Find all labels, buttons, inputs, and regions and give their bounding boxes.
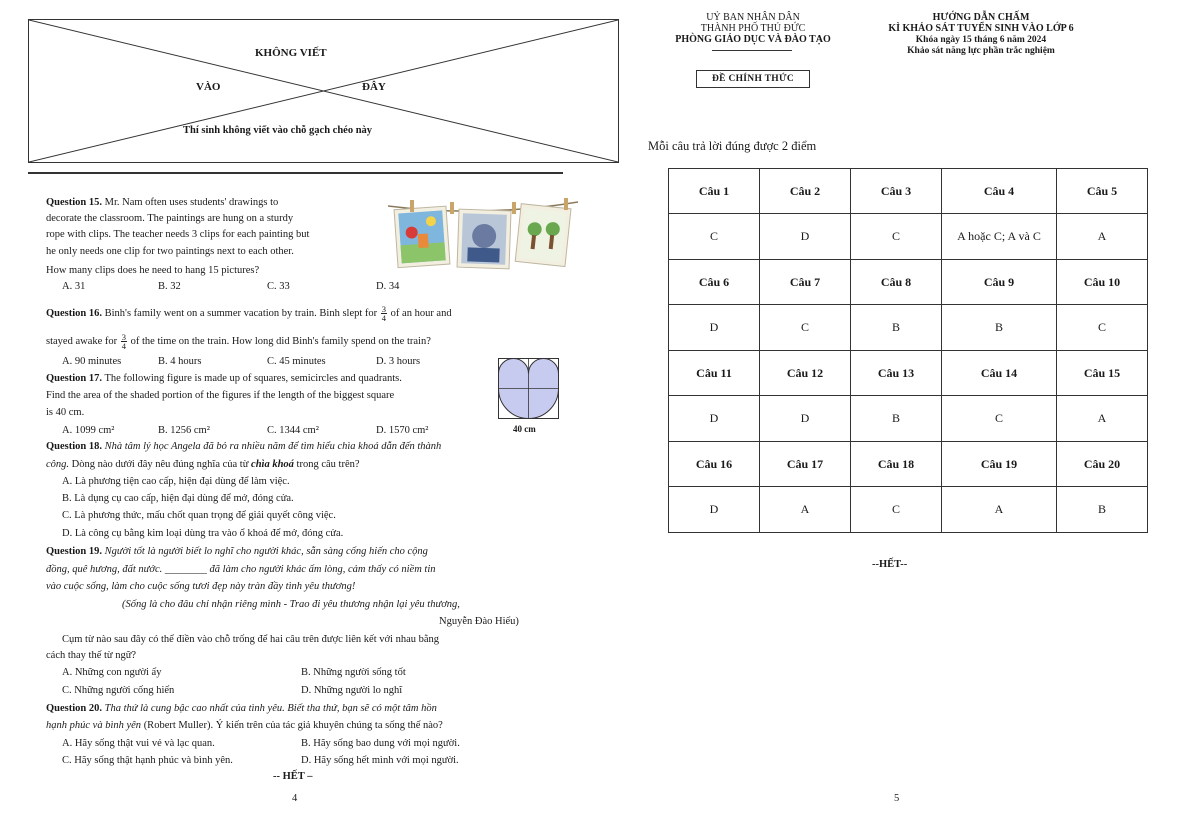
paintings-illustration xyxy=(388,192,578,282)
answer-cell: B xyxy=(851,305,942,351)
q18-option-c: C. Là phương thức, mấu chốt quan trọng để giải quyết công việc. xyxy=(62,510,336,521)
header-cell: Câu 20 xyxy=(1057,442,1148,487)
answer-row xyxy=(669,396,1148,442)
header-cell: Câu 16 xyxy=(669,442,760,487)
q19-source1: (Sống là cho đâu chỉ nhận riêng mình - Trao đi yêu thương nhận lại yêu thương, xyxy=(122,599,460,610)
q18-text-2a: công. xyxy=(46,459,70,470)
answer-cell: C xyxy=(1057,305,1148,351)
header-right-line2: KÌ KHẢO SÁT TUYỂN SINH VÀO LỚP 6 xyxy=(888,23,1074,34)
q20-label: Question 20. xyxy=(46,703,103,714)
q16-option-d: D. 3 hours xyxy=(376,356,421,367)
q20-line1 xyxy=(46,702,437,715)
q15-option-d: D. 34 xyxy=(376,281,400,292)
q17-line1 xyxy=(46,372,402,385)
header-cell: Câu 9 xyxy=(942,260,1057,305)
q20-option-b: B. Hãy sống bao dung với mọi người. xyxy=(301,738,460,749)
header-right-line3: Khóa ngày 15 tháng 6 năm 2024 xyxy=(915,35,1047,45)
q17-option-b: B. 1256 cm² xyxy=(158,425,210,436)
answer-cell: A xyxy=(760,487,851,533)
official-stamp: ĐỀ CHÍNH THỨC xyxy=(696,70,810,88)
q16-text-b: of an hour and xyxy=(390,307,452,319)
q19-option-b: B. Những người sống tốt xyxy=(301,667,406,678)
header-right-line4: Khảo sát năng lực phần trắc nghiệm xyxy=(907,46,1055,56)
q19-label: Question 19. xyxy=(46,546,103,557)
q18-line1 xyxy=(46,440,441,453)
frac2-num: 3 xyxy=(121,332,127,342)
header-right xyxy=(860,12,1102,57)
q18-option-d: D. Là công cụ bằng kim loại dùng tra vào ổ khoá để mở, đóng cửa. xyxy=(62,528,344,539)
frac2-den: 4 xyxy=(121,341,127,351)
header-row xyxy=(669,169,1148,214)
q15-text-1: Mr. Nam often uses students' drawings to xyxy=(104,197,279,208)
q16-fraction-2 xyxy=(121,333,127,350)
header-cell: Câu 3 xyxy=(851,169,942,214)
cross-lines xyxy=(29,20,618,162)
answer-cell: A xyxy=(942,487,1057,533)
left-end-marker: -- HẾT – xyxy=(273,771,313,782)
header-left xyxy=(648,12,858,46)
left-page-number: 4 xyxy=(292,793,298,804)
answer-cell: C xyxy=(942,396,1057,442)
header-left-line1: UỶ BAN NHÂN DÂN xyxy=(706,12,800,23)
answer-cell: C xyxy=(760,305,851,351)
scoring-note: Mỗi câu trả lời đúng được 2 điểm xyxy=(648,139,817,153)
q19-option-c: C. Những người cống hiến xyxy=(62,685,175,696)
answer-row xyxy=(669,214,1148,260)
q16-text-a: Binh's family went on a summer vacation by train. Binh slept for xyxy=(104,307,378,319)
q17-option-c: C. 1344 cm² xyxy=(267,425,319,436)
q19-blank: ________ xyxy=(164,564,207,575)
header-cell: Câu 2 xyxy=(760,169,851,214)
q17-line2: Find the area of the shaded portion of the figures if the length of the biggest square xyxy=(46,390,395,401)
q18-text-1: Nhà tâm lý học Angela đã bỏ ra nhiều năm để tìm hiểu chìa khoá dẫn đến thành xyxy=(104,441,442,452)
header-cell: Câu 18 xyxy=(851,442,942,487)
q15-line4: he only needs one clip for two paintings next to each other. xyxy=(46,246,294,257)
shaded-figure xyxy=(498,358,562,422)
answer-row xyxy=(669,487,1148,533)
header-cell: Câu 4 xyxy=(942,169,1057,214)
q16-option-b: B. 4 hours xyxy=(158,356,202,367)
header-cell: Câu 10 xyxy=(1057,260,1148,305)
q20-option-c: C. Hãy sống thật hạnh phúc và bình yên. xyxy=(62,755,233,766)
q19-option-a: A. Những con người ấy xyxy=(62,667,162,678)
answer-cell: D xyxy=(760,214,851,260)
box-text-vao: VÀO xyxy=(196,81,221,93)
q19-line2 xyxy=(46,563,436,576)
q16-text-c: stayed awake for xyxy=(46,335,118,347)
answer-cell: A xyxy=(1057,214,1148,260)
header-cell: Câu 6 xyxy=(669,260,760,305)
q20-option-a: A. Hãy sống thật vui vẻ và lạc quan. xyxy=(62,738,215,749)
q18-line2 xyxy=(46,458,360,471)
figure-label: 40 cm xyxy=(513,424,536,434)
header-cell: Câu 7 xyxy=(760,260,851,305)
header-cell: Câu 15 xyxy=(1057,351,1148,396)
answer-cell: D xyxy=(669,487,760,533)
q20-text-1: Tha thứ là cung bậc cao nhất của tình yêu. Biết tha thứ, bạn sẽ có một tâm hồn xyxy=(104,703,437,714)
header-cell: Câu 17 xyxy=(760,442,851,487)
q17-option-a: A. 1099 cm² xyxy=(62,425,115,436)
q15-line1 xyxy=(46,196,278,209)
header-cell: Câu 12 xyxy=(760,351,851,396)
header-row xyxy=(669,351,1148,396)
q19-ask2: cách thay thế từ ngữ? xyxy=(46,650,137,661)
header-left-rule xyxy=(712,50,792,51)
answer-cell: B xyxy=(942,305,1057,351)
box-text-line1: KHÔNG VIẾT xyxy=(255,47,327,59)
header-cell: Câu 13 xyxy=(851,351,942,396)
q18-keyword: chìa khoá xyxy=(251,459,294,470)
q16-label: Question 16. xyxy=(46,307,103,319)
answer-cell: B xyxy=(1057,487,1148,533)
header-left-line2: THÀNH PHỐ THỦ ĐỨC xyxy=(700,23,806,34)
q19-text-1: Người tốt là người biết lo nghĩ cho người khác, sẵn sàng cống hiến cho cộng xyxy=(104,546,428,557)
box-text-day: ĐÂY xyxy=(362,81,386,93)
q16-text-d: of the time on the train. How long did Binh's family spend on the train? xyxy=(130,335,431,347)
q18-option-a: A. Là phương tiện cao cấp, hiện đại dùng để làm việc. xyxy=(62,476,290,487)
answer-cell: D xyxy=(669,396,760,442)
q15-option-b: B. 32 xyxy=(158,281,181,292)
q16-line2 xyxy=(46,333,431,350)
header-right-line1: HƯỚNG DẪN CHẤM xyxy=(932,12,1030,23)
q20-text-2b: (Robert Muller). Ý kiến trên của tác giả khuyên chúng ta sống thế nào? xyxy=(143,720,443,731)
header-row xyxy=(669,442,1148,487)
header-cell: Câu 5 xyxy=(1057,169,1148,214)
separator-rule xyxy=(28,172,563,174)
q17-option-d: D. 1570 cm² xyxy=(376,425,429,436)
q20-line2 xyxy=(46,719,443,732)
q19-line1 xyxy=(46,545,428,558)
q19-source2: Nguyễn Đào Hiếu) xyxy=(439,616,519,627)
box-note: Thí sinh không viết vào chỗ gạch chéo này xyxy=(183,125,373,136)
answer-cell: A xyxy=(1057,396,1148,442)
q18-option-b: B. Là dụng cụ cao cấp, hiện đại dùng để mở, đóng cửa. xyxy=(62,493,294,504)
q18-label: Question 18. xyxy=(46,441,103,452)
header-cell: Câu 11 xyxy=(669,351,760,396)
q17-line3: is 40 cm. xyxy=(46,407,85,418)
header-cell: Câu 14 xyxy=(942,351,1057,396)
q15-option-a: A. 31 xyxy=(62,281,86,292)
answer-cell: A hoặc C; A và C xyxy=(942,214,1057,260)
q15-line3: rope with clips. The teacher needs 3 clips for each painting but xyxy=(46,229,310,240)
q18-text-2b: Dòng nào dưới đây nêu đúng nghĩa của từ xyxy=(71,459,249,470)
answer-row xyxy=(669,305,1148,351)
header-cell: Câu 1 xyxy=(669,169,760,214)
q18-text-2d: trong câu trên? xyxy=(296,459,360,470)
answer-cell: D xyxy=(760,396,851,442)
q17-label: Question 17. xyxy=(46,373,103,384)
q19-line3: vào cuộc sống, làm cho cuộc sống tươi đẹp này tràn đầy tình yêu thương! xyxy=(46,581,356,592)
header-row xyxy=(669,260,1148,305)
q15-line2: decorate the classroom. The paintings are hung on a sturdy xyxy=(46,213,294,224)
q15-line5: How many clips does he need to hang 15 pictures? xyxy=(46,265,260,276)
q19-ask1: Cụm từ nào sau đây có thể điền vào chỗ trống để hai câu trên được liên kết với nhau bằng xyxy=(62,634,440,645)
q16-option-a: A. 90 minutes xyxy=(62,356,122,367)
q19-option-d: D. Những người lo nghĩ xyxy=(301,685,403,696)
answer-cell: C xyxy=(851,214,942,260)
q15-option-c: C. 33 xyxy=(267,281,290,292)
header-cell: Câu 8 xyxy=(851,260,942,305)
frac1-num: 3 xyxy=(381,304,387,314)
answer-key-table xyxy=(668,168,1148,533)
q16-line1 xyxy=(46,305,452,322)
header-left-line3: PHÒNG GIÁO DỤC VÀ ĐÀO TẠO xyxy=(675,34,831,45)
q20-text-2a: hạnh phúc và bình yên xyxy=(46,720,142,731)
q19-text-2a: đồng, quê hương, đất nước. xyxy=(46,564,163,575)
q16-fraction-1 xyxy=(381,305,387,322)
header-cell: Câu 19 xyxy=(942,442,1057,487)
q17-text-1: The following figure is made up of squares, semicircles and quadrants. xyxy=(104,373,402,384)
right-page-number: 5 xyxy=(894,793,900,804)
answer-cell: C xyxy=(669,214,760,260)
q20-option-d: D. Hãy sống hết mình với mọi người. xyxy=(301,755,459,766)
q19-text-2b: đã làm cho người khác ấm lòng, cảm thấy có niềm tin xyxy=(209,564,436,575)
frac1-den: 4 xyxy=(381,313,387,323)
q16-option-c: C. 45 minutes xyxy=(267,356,326,367)
no-write-box xyxy=(28,19,619,163)
answer-cell: D xyxy=(669,305,760,351)
answer-cell: B xyxy=(851,396,942,442)
answer-cell: C xyxy=(851,487,942,533)
right-end-marker: --HẾT-- xyxy=(872,559,908,570)
q15-label: Question 15. xyxy=(46,197,103,208)
